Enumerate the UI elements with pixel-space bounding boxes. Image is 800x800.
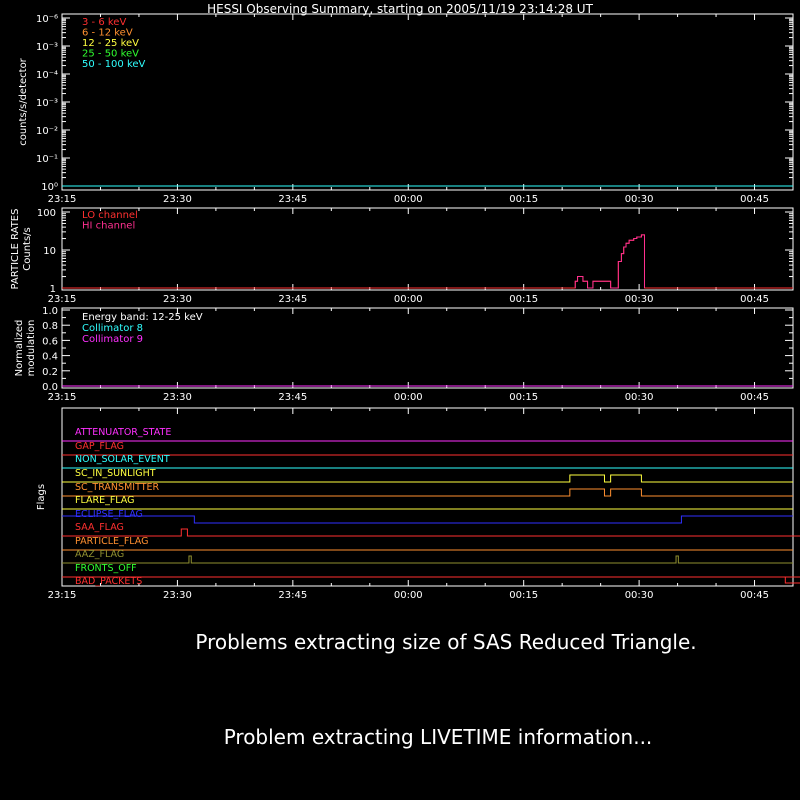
count-rates-xtick-label: 00:15 (509, 194, 539, 205)
flag-label: FRONTS_OFF (75, 563, 137, 574)
sas-message: Problems extracting size of SAS Reduced Triangle. (195, 630, 697, 654)
flag-label: SC_TRANSMITTER (75, 482, 160, 493)
flag-label: ECLIPSE_FLAG (75, 509, 143, 520)
count-rates-xtick-label: 23:30 (163, 194, 192, 205)
flags-xtick-label: 23:30 (163, 590, 192, 601)
flag-line (62, 516, 793, 523)
flags-xtick-label: 00:45 (740, 590, 769, 601)
flags-xtick-label: 00:00 (393, 590, 423, 601)
count-rates-xtick-label: 00:45 (740, 194, 769, 205)
modulation-xtick-label: 23:30 (163, 392, 192, 403)
particle-rates-xtick-label: 23:30 (163, 294, 192, 305)
particle-ytick-label: 1 (49, 284, 56, 295)
count-legend-entry: 12 - 25 keV (82, 38, 140, 49)
particle-rates-xtick-label: 23:45 (278, 294, 308, 305)
count-ytick-label: 10⁻³ (35, 42, 58, 53)
flag-line (62, 556, 793, 563)
particle-ytick-label: 100 (36, 208, 56, 219)
mod-ytick-label: 1.0 (42, 306, 58, 317)
count-ytick-label: 10⁰ (41, 182, 58, 193)
count-rates-xtick-label: 00:00 (393, 194, 423, 205)
count-ytick-label: 10⁻¹ (35, 154, 58, 165)
count-ytick-label: 10⁻³ (35, 98, 58, 109)
flags-xtick-label: 23:15 (47, 590, 77, 601)
particle-legend-entry: HI channel (82, 220, 136, 232)
livetime-message: Problem extracting LIVETIME information... (223, 725, 653, 749)
flag-label: PARTICLE_FLAG (75, 536, 149, 547)
modulation-xtick-label: 00:30 (624, 392, 654, 403)
count-ytick-label: 10⁻² (35, 126, 58, 137)
mod-ytick-label: 0.8 (42, 321, 58, 333)
flags-xtick-label: 00:30 (624, 590, 654, 601)
flag-label: BAD_PACKETS (75, 576, 143, 587)
mod-ytick-label: 0.2 (42, 366, 58, 378)
particle-ylabel: PARTICLE RATES (10, 208, 21, 290)
flag-label: ATTENUATOR_STATE (75, 427, 172, 438)
count-legend-entry: 6 - 12 keV (82, 27, 133, 39)
particle-ylabel-units: Counts/s (22, 227, 33, 271)
mod-energy-annotation: Energy band: 12-25 keV (82, 312, 203, 323)
count-ytick-label: 10⁻⁴ (35, 70, 58, 81)
flag-label: NON_SOLAR_EVENT (75, 454, 170, 465)
flag-line (62, 475, 793, 482)
count-ylabel: counts/s/detector (18, 58, 29, 146)
mod-ylabel: Normalized (14, 319, 25, 377)
particle-series-line (575, 235, 644, 288)
modulation-xtick-label: 00:15 (509, 392, 539, 403)
modulation-xtick-label: 00:45 (740, 392, 769, 403)
particle-ytick-label: 10 (43, 246, 56, 257)
count-legend-entry: 3 - 6 keV (82, 17, 127, 28)
flag-label: SAA_FLAG (75, 522, 124, 533)
particle-legend-entry: LO channel (82, 210, 138, 221)
modulation-xtick-label: 23:45 (278, 392, 308, 403)
flag-line (62, 489, 793, 496)
flag-line (62, 577, 800, 583)
mod-legend-entry: Collimator 9 (82, 334, 143, 345)
particle-rates-xtick-label: 00:45 (740, 294, 769, 305)
count-ytick-label: 10⁻⁶ (35, 14, 58, 25)
flag-line (62, 529, 800, 536)
modulation-xtick-label: 00:00 (393, 392, 423, 403)
count-rates-xtick-label: 23:45 (278, 194, 308, 205)
count-legend-entry: 25 - 50 keV (82, 48, 140, 60)
particle-rates-xtick-label: 00:15 (509, 294, 539, 305)
particle-rates-xtick-label: 23:15 (47, 294, 77, 305)
particle-series-line (62, 235, 793, 288)
particle-rates-xtick-label: 00:30 (624, 294, 654, 305)
mod-legend-entry: Collimator 8 (82, 323, 143, 334)
mod-ylabel-2: modulation (26, 319, 37, 377)
flag-label: AAZ_FLAG (75, 549, 125, 560)
mod-ytick-label: 0.6 (42, 336, 58, 348)
flags-xtick-label: 23:45 (278, 590, 308, 601)
chart-title: HESSI Observing Summary, starting on 2005/11/19 23:14:28 UT (207, 2, 593, 16)
flag-label: FLARE_FLAG (75, 495, 135, 506)
flags-ylabel: Flags (36, 483, 47, 511)
count-rates-xtick-label: 00:30 (624, 194, 654, 205)
count-rates-xtick-label: 23:15 (47, 194, 77, 205)
flag-label: GAP_FLAG (75, 441, 125, 452)
mod-ytick-label: 0.0 (42, 382, 58, 393)
flags-frame (62, 408, 793, 586)
mod-ytick-label: 0.4 (42, 351, 58, 363)
modulation-xtick-label: 23:15 (47, 392, 77, 403)
flag-label: SC_IN_SUNLIGHT (75, 468, 156, 479)
particle-rates-frame (62, 208, 793, 290)
flags-xtick-label: 00:15 (509, 590, 539, 601)
particle-rates-xtick-label: 00:00 (393, 294, 423, 305)
count-rates-frame (62, 14, 793, 190)
count-legend-entry: 50 - 100 keV (82, 59, 146, 70)
